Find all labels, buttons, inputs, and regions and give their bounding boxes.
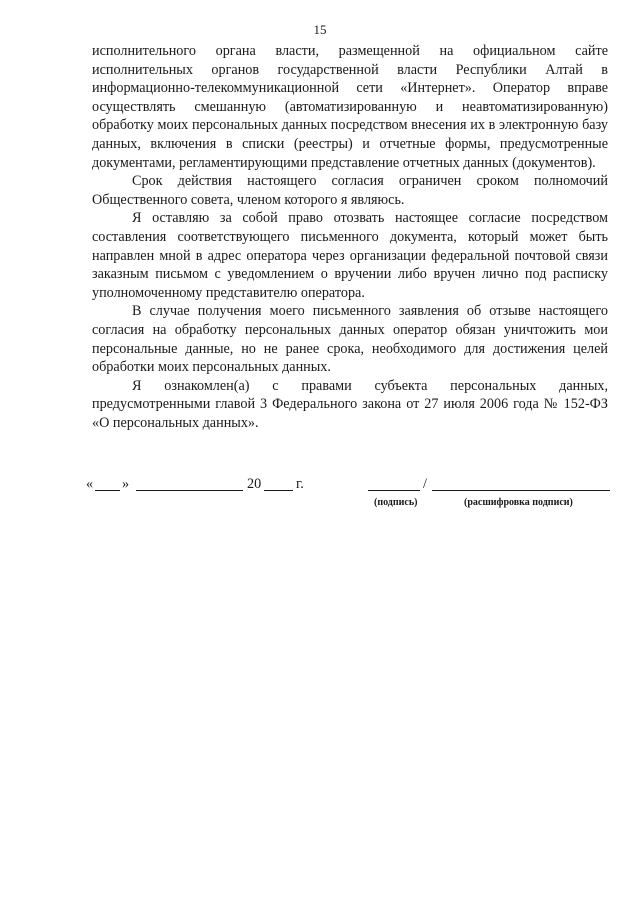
date-quote-open: «: [86, 476, 94, 492]
day-field[interactable]: [95, 476, 120, 491]
signature-field[interactable]: [368, 476, 420, 491]
paragraph-acknowledgement: Я ознакомлен(а) с правами субъекта персональных данных, предусмотренными главой 3 Федерального закона от 27 июля 2006 года № 152-ФЗ «О персональных данных».: [92, 377, 608, 431]
paragraph-revocation-effect: В случае получения моего письменного заявления об отзыве настоящего согласия на обработку персональных данных оператор обязан уничтожить мои персональные данные, но не ранее срока, необходимого для достижения целей обработки моих персональных данных.: [92, 303, 608, 376]
paragraph-continuation: исполнительного органа власти, размещенной на официальном сайте исполнительных органов государственной власти Республики Алтай в информационно-телекоммуникационной сети «Интернет». Оператор вправе осуществлять смешанную (автоматизированную и неавтоматизированную) обработку моих персональных данных посредством внесения их в электронную базу данных, включения в списки (реестры) и отчетные формы, предусмотренные документами, регламентирующими представление отчетных данных (документов).: [92, 43, 608, 171]
signature-slash: /: [423, 476, 427, 492]
signature-caption: (подпись): [374, 497, 418, 508]
year-prefix: 20: [247, 476, 262, 492]
paragraph-revocation-right: Я оставляю за собой право отозвать настоящее согласие посредством составления соответствующего письменного документа, который может быть направлен мной в адрес оператора через организации федеральной почтовой связи заказным письмом с уведомлением о вручении либо вручен лично под расписку уполномоченному представителю оператора.: [92, 210, 608, 301]
month-field[interactable]: [136, 476, 243, 491]
document-body: [92, 42, 608, 432]
signature-decoding-field[interactable]: [432, 476, 610, 491]
signature-decoding-caption: (расшифровка подписи): [464, 497, 573, 508]
date-quote-close: »: [122, 476, 130, 492]
page-number: 15: [313, 22, 327, 37]
signature-block: [86, 476, 616, 516]
year-field[interactable]: [264, 476, 293, 491]
year-suffix: г.: [296, 476, 304, 492]
paragraph-consent-term: Срок действия настоящего согласия ограничен сроком полномочий Общественного совета, членом которого я являюсь.: [92, 173, 608, 208]
